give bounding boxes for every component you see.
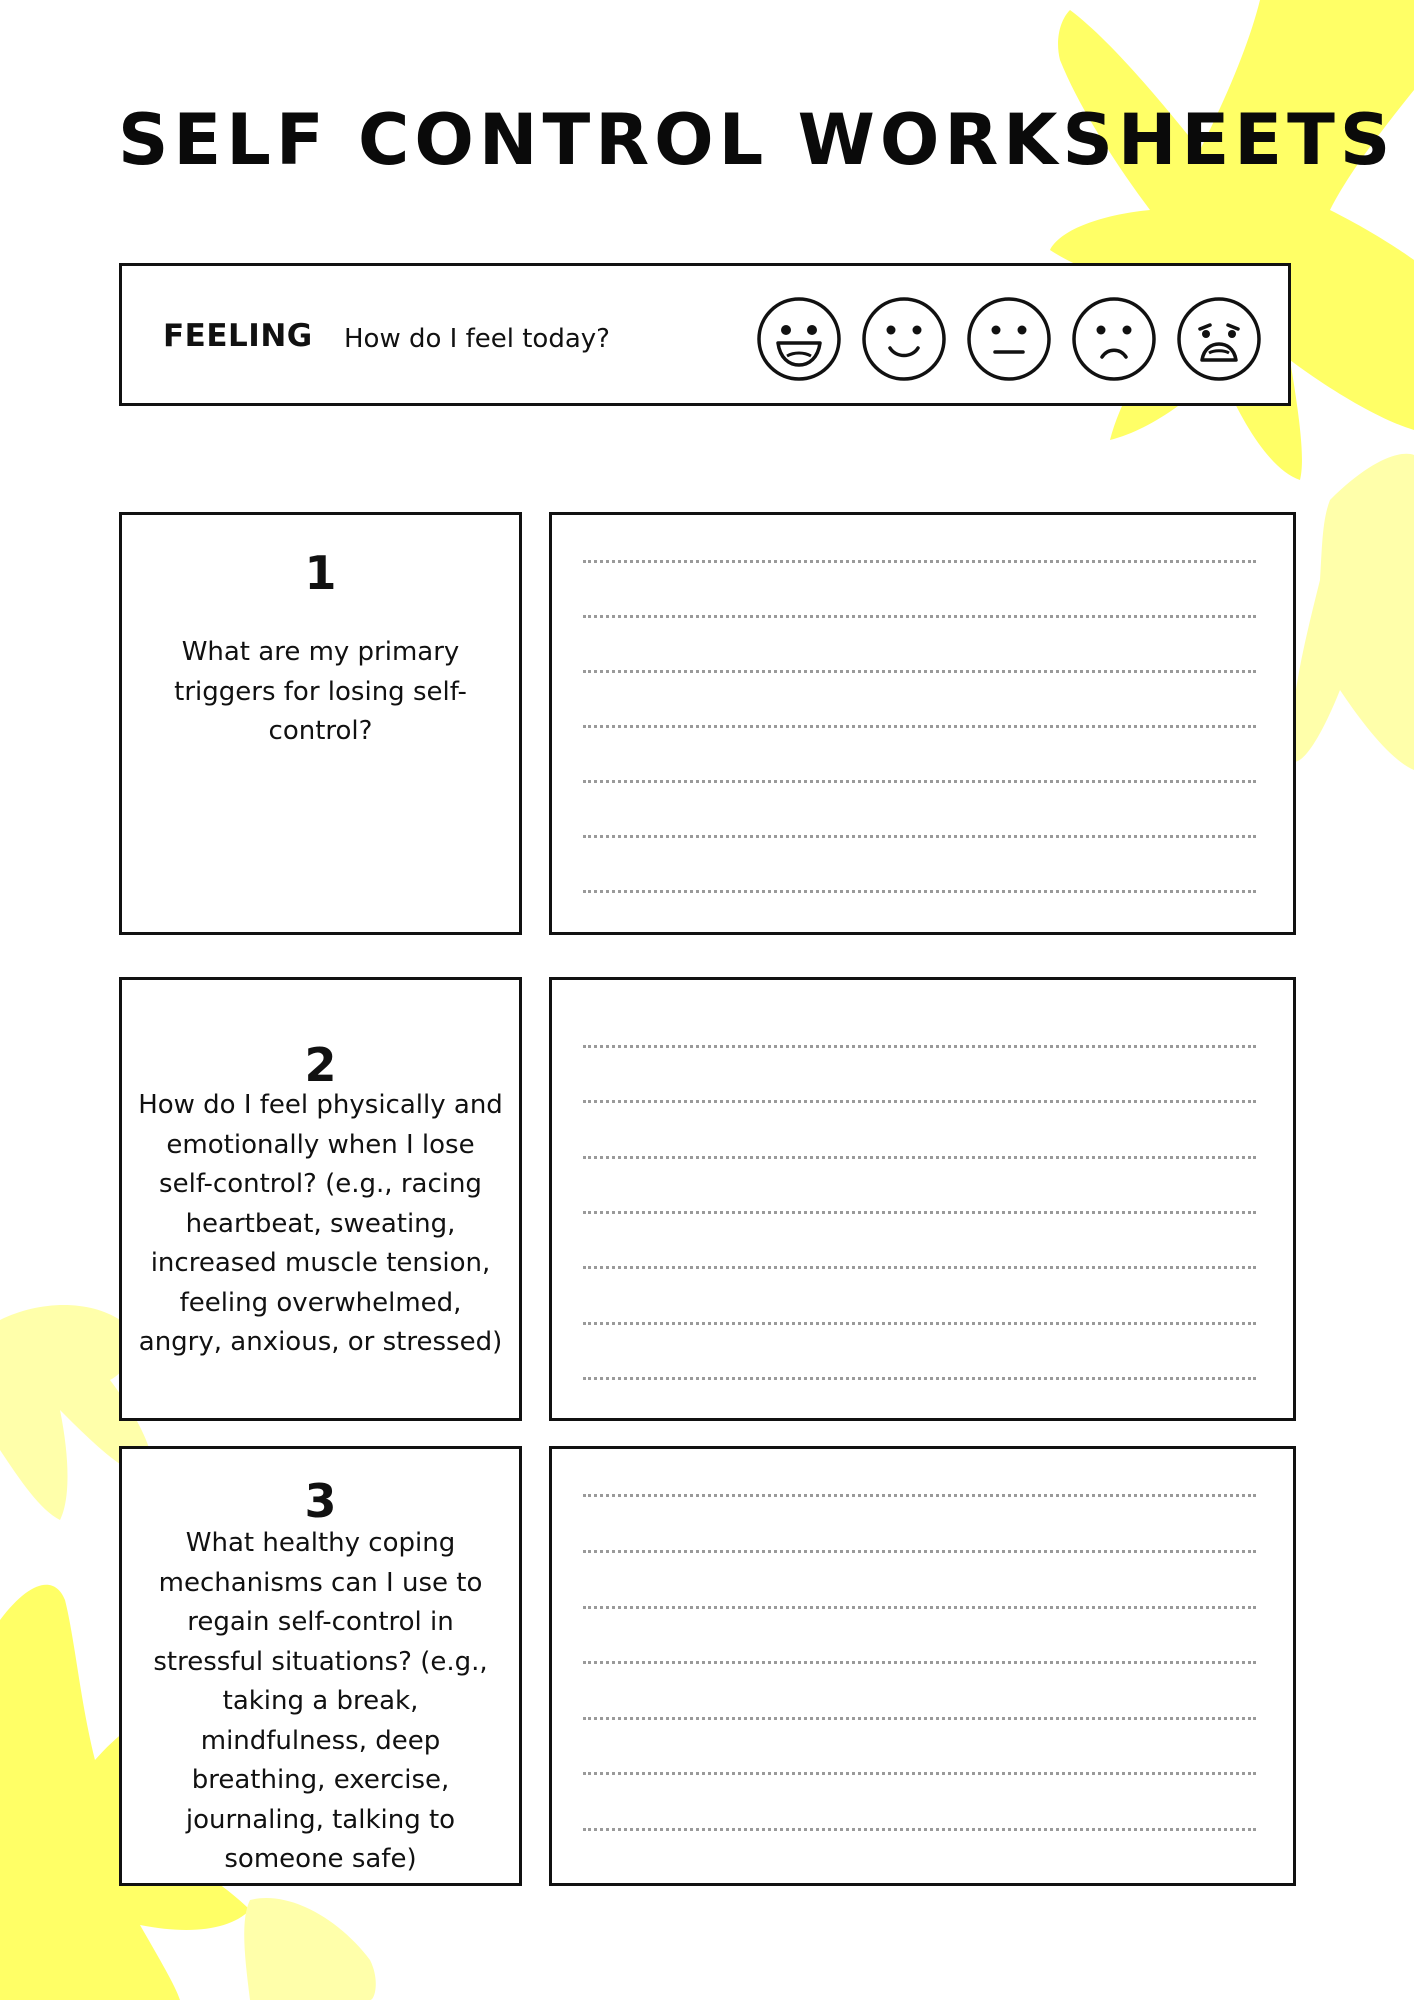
answer-line[interactable]	[583, 1828, 1256, 1831]
question-text: What are my primary triggers for losing self-control?	[174, 637, 467, 746]
yellow-star-top-right-icon	[1050, 0, 1414, 480]
answer-line[interactable]	[583, 1045, 1256, 1048]
answer-line[interactable]	[583, 1661, 1256, 1664]
answer-line[interactable]	[583, 1156, 1256, 1159]
grinning-face-icon[interactable]	[756, 296, 842, 382]
question-number: 2	[304, 1038, 337, 1092]
question-box-1	[119, 512, 522, 935]
feeling-question: How do I feel today?	[344, 324, 610, 354]
yellow-stroke-bottom-icon	[244, 1898, 376, 2000]
answer-line[interactable]	[583, 835, 1256, 838]
answer-line[interactable]	[583, 1717, 1256, 1720]
answer-line[interactable]	[583, 1322, 1256, 1325]
feeling-section	[119, 263, 1291, 406]
answer-line[interactable]	[583, 1494, 1256, 1497]
answer-line[interactable]	[583, 780, 1256, 783]
anguished-face-icon[interactable]	[1176, 296, 1262, 382]
smiling-face-icon[interactable]	[861, 296, 947, 382]
page-title: SELF CONTROL WORKSHEETS	[118, 99, 1396, 181]
question-text: How do I feel physically and emotionally when I lose self-control? (e.g., racing heartbeat, sweating, increased muscle tension, feeling overwhelmed, angry, anxious, or stressed)	[138, 1090, 503, 1357]
answer-line[interactable]	[583, 1211, 1256, 1214]
answer-line[interactable]	[583, 615, 1256, 618]
yellow-stroke-right-icon	[1290, 454, 1414, 770]
answer-box-1[interactable]	[549, 512, 1296, 935]
neutral-face-icon[interactable]	[966, 296, 1052, 382]
answer-line[interactable]	[583, 1606, 1256, 1609]
answer-line[interactable]	[583, 1550, 1256, 1553]
answer-box-3[interactable]	[549, 1446, 1296, 1886]
answer-line[interactable]	[583, 560, 1256, 563]
question-box-3	[119, 1446, 522, 1886]
answer-box-2[interactable]	[549, 977, 1296, 1421]
question-number: 3	[304, 1474, 337, 1528]
mood-faces	[756, 296, 1281, 382]
question-number: 1	[304, 546, 337, 600]
question-box-2	[119, 977, 522, 1421]
feeling-label: FEELING	[163, 318, 313, 354]
answer-line[interactable]	[583, 670, 1256, 673]
question-text: What healthy coping mechanisms can I use to regain self-control in stressful situations? (e.g., taking a break, mindfulness, deep breathing, exercise, journaling, talking to someone safe)	[153, 1528, 488, 1874]
answer-line[interactable]	[583, 725, 1256, 728]
answer-line[interactable]	[583, 1266, 1256, 1269]
answer-line[interactable]	[583, 890, 1256, 893]
answer-line[interactable]	[583, 1100, 1256, 1103]
answer-line[interactable]	[583, 1772, 1256, 1775]
frowning-face-icon[interactable]	[1071, 296, 1157, 382]
answer-line[interactable]	[583, 1377, 1256, 1380]
